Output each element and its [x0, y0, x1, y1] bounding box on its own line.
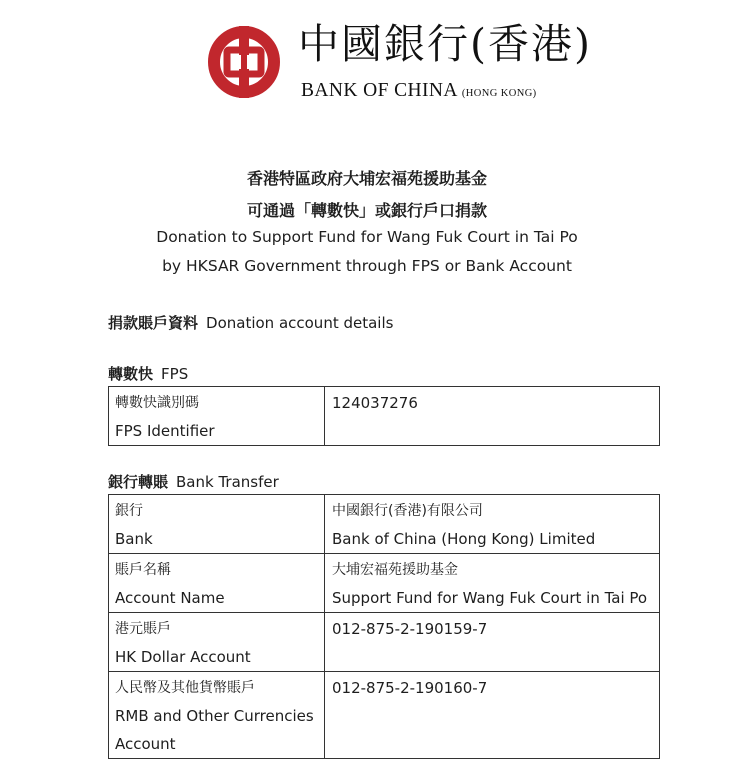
bank-name-cn: 中國銀行(香港)有限公司: [332, 503, 483, 519]
title-line-en-1: Donation to Support Fund for Wang Fuk Court in Tai Po: [156, 228, 578, 246]
row-label-cn: 人民幣及其他貨幣賬戶: [115, 680, 255, 696]
bank-name-en: Bank of China (Hong Kong) Limited: [332, 530, 596, 548]
fps-table: [108, 386, 660, 446]
row-label-en-line-1: RMB and Other Currencies: [115, 707, 314, 725]
logo-english-region: (HONG KONG): [461, 88, 537, 99]
section-account-details-en: Donation account details: [206, 314, 394, 332]
row-label-cn: 轉數快識別碼: [115, 395, 199, 411]
section-account-details: [108, 312, 393, 333]
row-label-cn: 賬戶名稱: [115, 562, 171, 578]
fps-heading-en: FPS: [161, 365, 189, 383]
bank-of-china-emblem-icon: [206, 24, 282, 100]
logo-english-bank: BANK OF CHINA: [301, 80, 458, 101]
row-value-cell: [325, 387, 660, 446]
table-row: [109, 554, 660, 613]
row-label-en: FPS Identifier: [115, 422, 215, 440]
row-value-cell: [325, 495, 660, 554]
table-row: [109, 613, 660, 672]
row-label-cell: [109, 672, 325, 759]
table-row: [109, 495, 660, 554]
logo-english-name: [301, 79, 537, 106]
row-label-en-line-2: Account: [115, 735, 176, 753]
table-row: [109, 387, 660, 446]
row-value-cell: [325, 554, 660, 613]
rmb-account-number: 012-875-2-190160-7: [332, 679, 488, 697]
logo-chinese-name: 中國銀行(香港): [298, 20, 592, 68]
row-label-cell: [109, 495, 325, 554]
hkd-account-number: 012-875-2-190159-7: [332, 620, 488, 638]
row-label-cell: [109, 613, 325, 672]
section-account-details-cn: 捐款賬戶資料: [108, 314, 199, 332]
bank-transfer-heading-en: Bank Transfer: [176, 473, 279, 491]
fps-identifier-value: 124037276: [332, 394, 418, 412]
row-label-en: HK Dollar Account: [115, 648, 251, 666]
account-name-en: Support Fund for Wang Fuk Court in Tai Po: [332, 589, 648, 607]
row-label-en: Account Name: [115, 589, 225, 607]
title-line-en-2: by HKSAR Government through FPS or Bank Account: [162, 257, 572, 275]
section-bank-transfer-heading: [108, 471, 279, 492]
title-line-cn-2: 可通過「轉數快」或銀行戶口捐款: [246, 201, 487, 220]
bank-transfer-heading-cn: 銀行轉賬: [108, 473, 169, 491]
row-label-cn: 港元賬戶: [115, 621, 171, 637]
row-label-en: Bank: [115, 530, 153, 548]
section-fps-heading: [108, 363, 188, 384]
account-name-cn: 大埔宏福苑援助基金: [332, 562, 458, 578]
row-label-cell: [109, 554, 325, 613]
row-label-cell: [109, 387, 325, 446]
row-value-cell: [325, 613, 660, 672]
row-value-cell: [325, 672, 660, 759]
title-line-cn-1: 香港特區政府大埔宏福苑援助基金: [246, 169, 487, 188]
fps-heading-cn: 轉數快: [108, 365, 154, 383]
table-row: [109, 672, 660, 759]
bank-logo: [0, 0, 734, 110]
bank-transfer-table: [108, 494, 660, 759]
row-label-cn: 銀行: [115, 503, 143, 519]
